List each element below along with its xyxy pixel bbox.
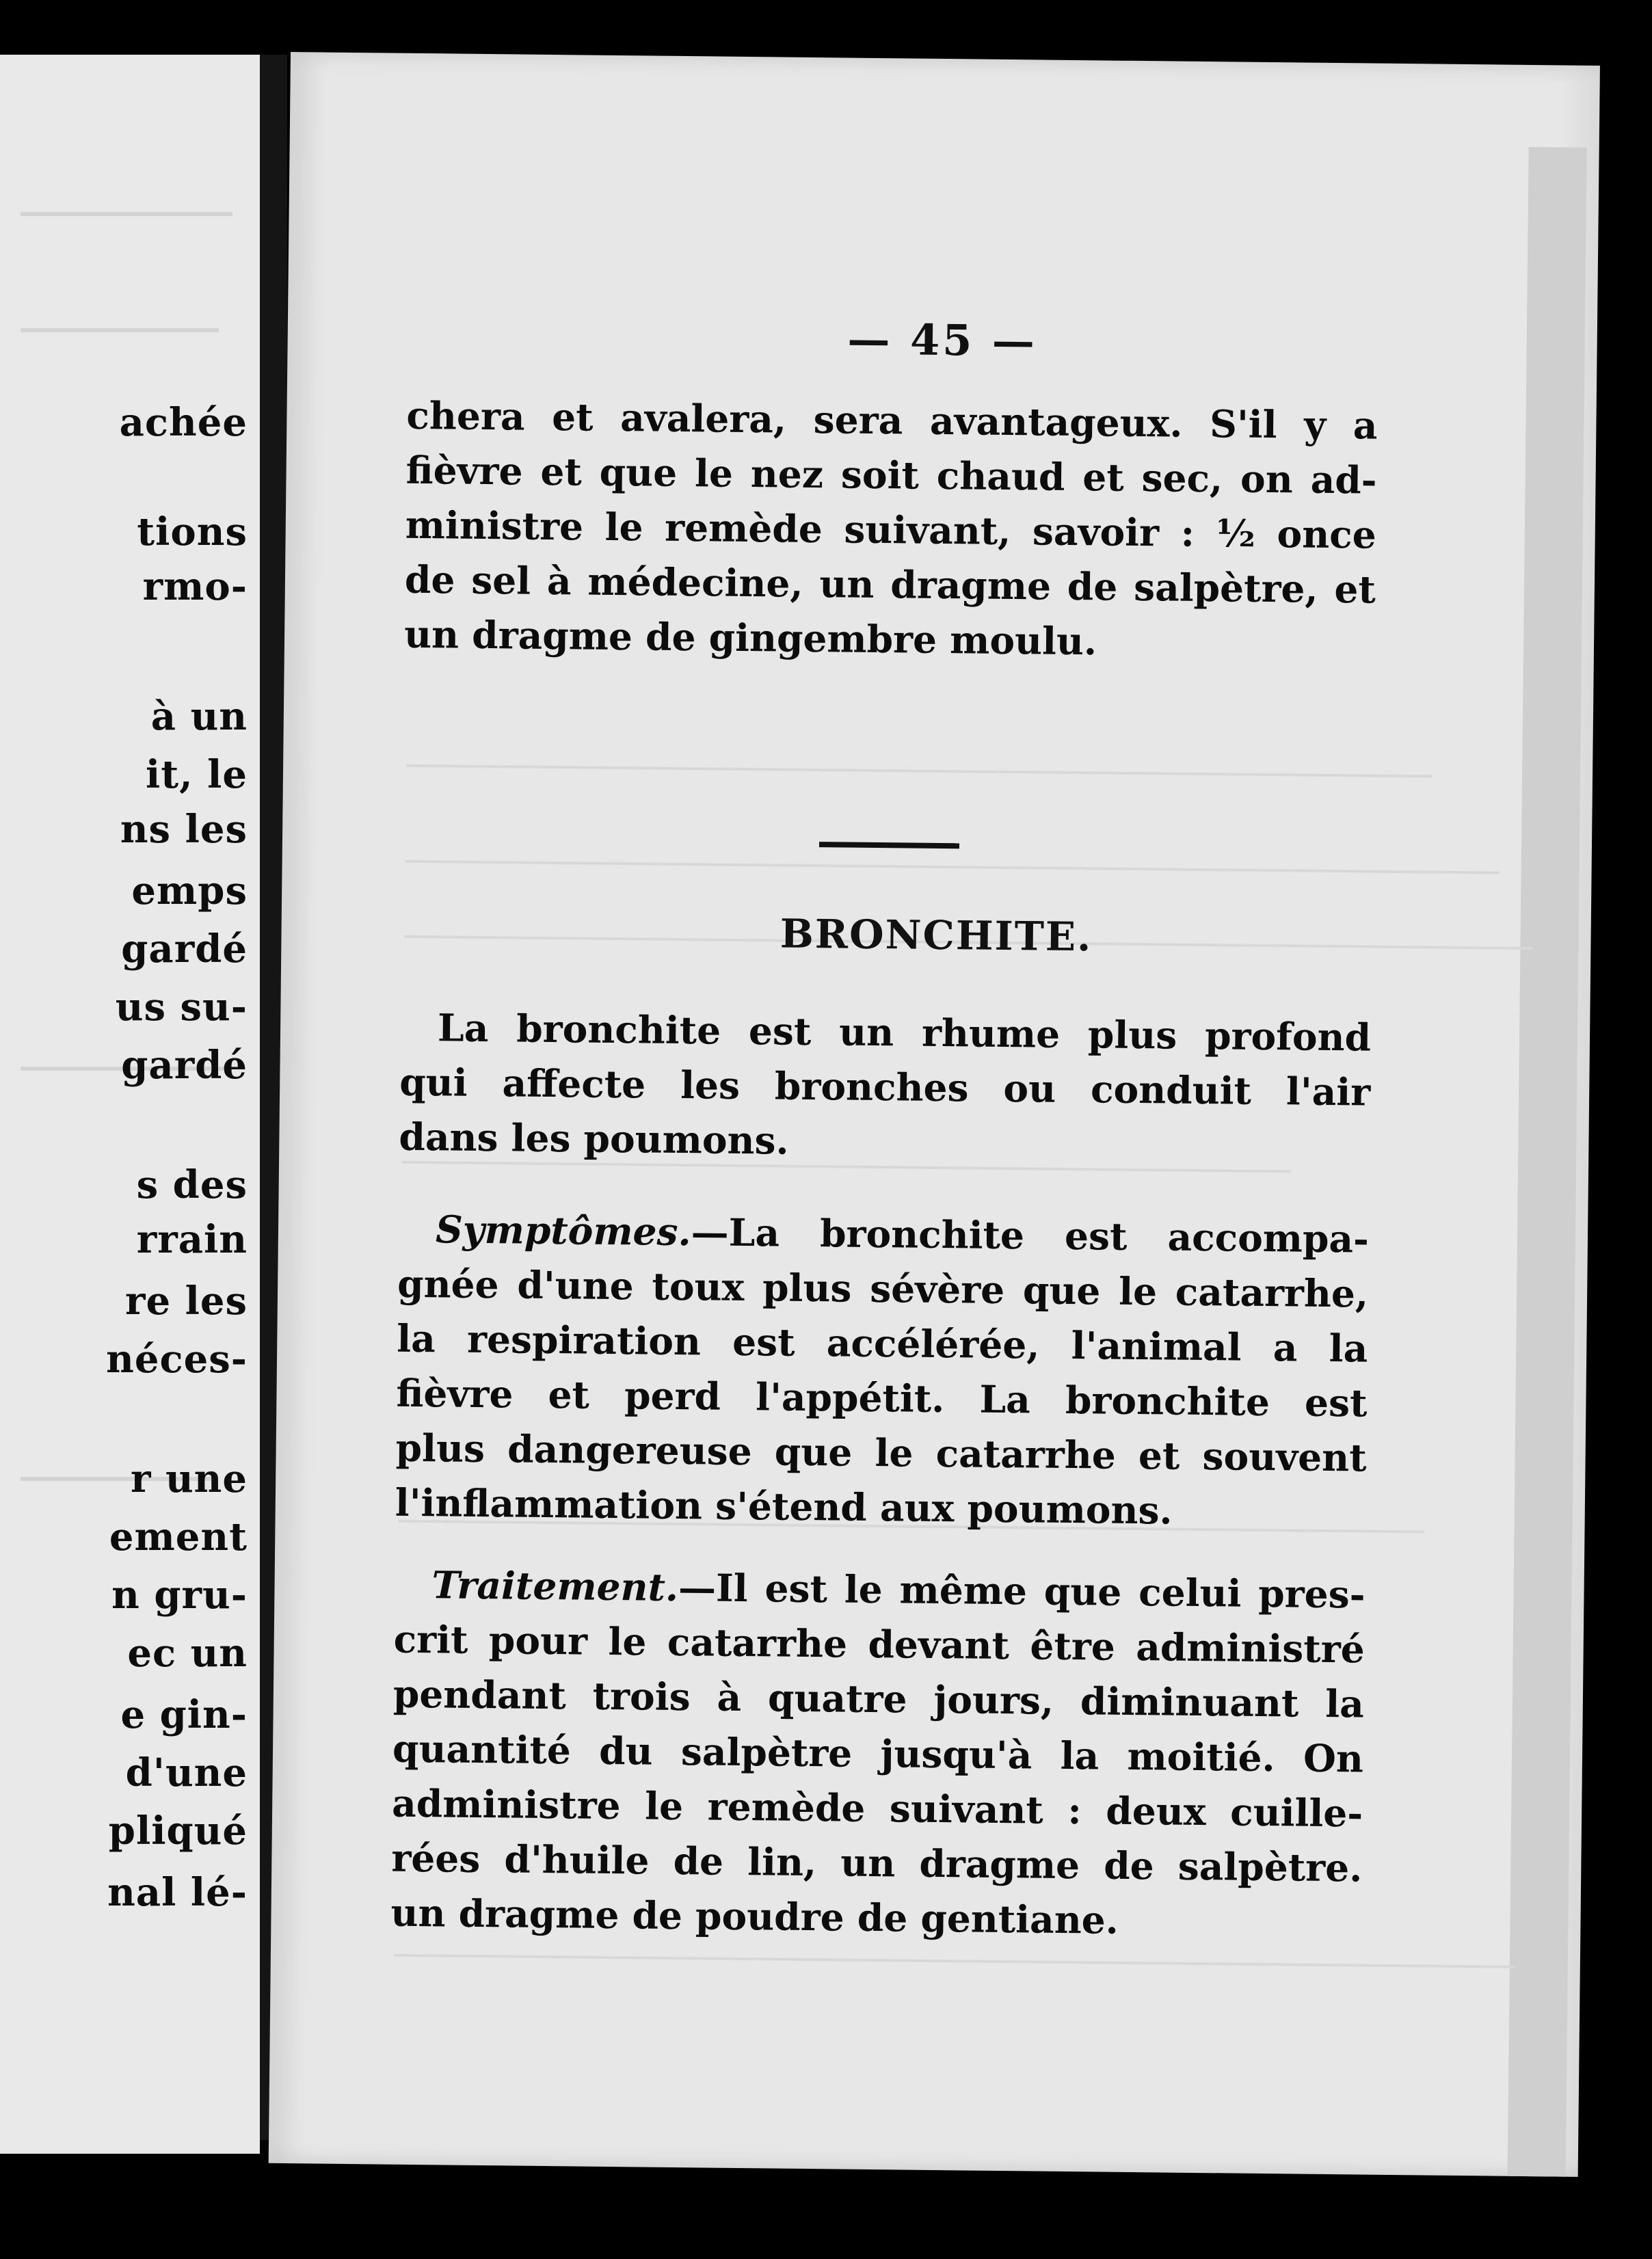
opening-paragraph xyxy=(404,388,1378,672)
bleed-through xyxy=(406,764,1432,778)
book-page xyxy=(269,52,1600,2177)
text-line: fièvre et que le nez soit chaud et sec, on ad- xyxy=(405,447,1377,503)
left-text-line: ns les xyxy=(120,807,248,852)
left-text-line: s des xyxy=(136,1162,248,1207)
text-line: quantité du salpètre jusqu'à la moitié. On xyxy=(392,1726,1364,1781)
treatment-label: Traitement. xyxy=(431,1562,679,1610)
left-text-line: e gin- xyxy=(120,1692,248,1737)
left-text-line: re les xyxy=(124,1279,248,1324)
bleed-through xyxy=(21,212,232,216)
text-line xyxy=(398,1202,1370,1267)
left-text-line: néces- xyxy=(106,1337,248,1382)
left-text-line: emps xyxy=(131,868,248,913)
left-text-line: pliqué xyxy=(108,1808,248,1854)
left-text-line: gardé xyxy=(121,1043,248,1088)
bleed-through xyxy=(394,1954,1515,1968)
text-line: gnée d'une toux plus sévère que le catarrhe, xyxy=(397,1261,1369,1316)
left-text-line: rmo- xyxy=(142,564,248,609)
section-heading: BRONCHITE. xyxy=(780,910,1093,961)
left-text-line: r une xyxy=(130,1456,248,1501)
text-line: pendant trois à quatre jours, diminuant la xyxy=(392,1671,1365,1726)
left-text-line: n gru- xyxy=(111,1573,248,1618)
symptoms-first-line: —La bronchite est accompa- xyxy=(691,1209,1370,1261)
text-line: administre le remède suivant : deux cuille- xyxy=(391,1780,1363,1836)
text-line: rées d'huile de lin, un dragme de salpètre. xyxy=(391,1835,1363,1890)
bleed-through xyxy=(21,328,219,332)
text-line: dans les poumons. xyxy=(399,1114,790,1163)
text-line xyxy=(394,1558,1365,1622)
left-text-line: ement xyxy=(109,1514,248,1560)
symptoms-paragraph xyxy=(395,1202,1369,1540)
text-line: crit pour le catarrhe devant être administré xyxy=(393,1616,1365,1672)
text-line: un dragme de poudre de gentiane. xyxy=(390,1890,1119,1942)
section-divider xyxy=(819,842,959,848)
left-text-line: us su- xyxy=(115,985,248,1030)
left-text-line: achée xyxy=(119,400,248,445)
text-line: la respiration est accélérée, l'animal a la xyxy=(397,1315,1368,1371)
left-text-line: gardé xyxy=(121,926,248,972)
left-page-fragment xyxy=(0,55,260,2154)
text-line: un dragme de gingembre moulu. xyxy=(403,611,1097,664)
text-line: plus dangereuse que le catarrhe et souvent xyxy=(395,1425,1367,1480)
text-line: fièvre et perd l'appétit. La bronchite est xyxy=(396,1370,1368,1426)
left-text-line: à un xyxy=(150,694,248,739)
text-line: l'inflammation s'étend aux poumons. xyxy=(395,1480,1173,1533)
text-line: de sel à médecine, un dragme de salpètre, et xyxy=(404,557,1376,612)
treatment-first-line: —Il est le même que celui pres- xyxy=(678,1565,1365,1617)
text-line: chera et avalera, sera avantageux. S'il y a xyxy=(406,392,1378,448)
bleed-through xyxy=(405,860,1500,874)
text-line: qui affecte les bronches ou conduit l'air xyxy=(399,1059,1371,1114)
treatment-paragraph xyxy=(390,1558,1365,1951)
text-line: ministre le remède suivant, savoir : ½ once xyxy=(405,502,1377,557)
definition-paragraph xyxy=(399,1000,1371,1175)
symptoms-label: Symptômes. xyxy=(435,1207,692,1255)
left-text-line: d'une xyxy=(125,1750,248,1795)
text-line: La bronchite est un rhume plus profond xyxy=(437,1005,1372,1060)
page-edge-shadow xyxy=(1507,147,1586,2177)
left-text-line: nal lé- xyxy=(107,1870,248,1915)
left-text-line: rrain xyxy=(136,1217,248,1262)
left-text-line: ec un xyxy=(127,1631,248,1676)
left-text-line: it, le xyxy=(145,752,248,797)
left-text-line: tions xyxy=(137,509,248,554)
page-number: — 45 — xyxy=(847,314,1038,366)
